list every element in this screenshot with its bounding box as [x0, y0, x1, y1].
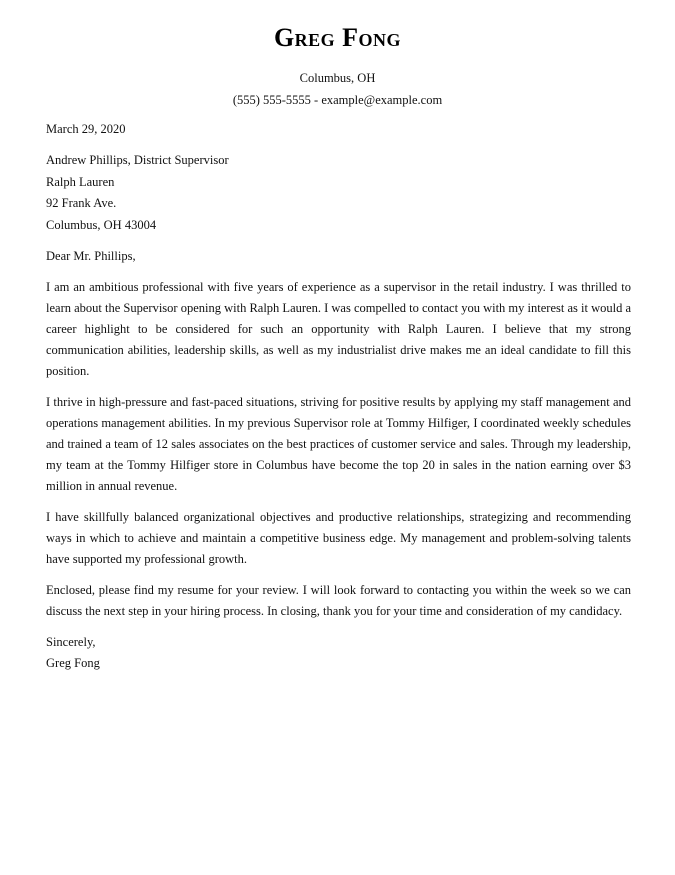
sender-contact-line: (555) 555-5555 - example@example.com — [232, 93, 443, 107]
sender-name: Greg Fong — [273, 23, 402, 52]
body-paragraph: I am an ambitious professional with five years of experience as a supervisor in the retail industry. I was thrilled to learn about the Supervisor opening with Ralph Lauren. I was compelled to contact you with my interest as it would a career highlight to be considered for such an opportunity with Ralph Lauren. I believe that my strong communication abilities, leadership skills, as well as my industrialist drive makes me an ideal candidate to fill this position. — [46, 280, 631, 378]
salutation: Dear Mr. Phillips, — [46, 249, 136, 263]
closing-phrase: Sincerely, — [46, 635, 96, 649]
body-paragraph: Enclosed, please find my resume for your review. I will look forward to contacting you within the week so we can discuss the next step in your hiring process. In closing, thank you for your time and consideration of my candidacy. — [46, 583, 631, 618]
letter-body — [46, 119, 631, 674]
sender-city: Columbus, OH — [299, 71, 376, 85]
closing-block — [46, 632, 631, 674]
recipient-line: 92 Frank Ave. — [46, 196, 117, 210]
recipient-line: Columbus, OH 43004 — [46, 217, 157, 232]
letter-date: March 29, 2020 — [46, 122, 126, 136]
recipient-line: Ralph Lauren — [46, 174, 115, 189]
body-paragraph: I thrive in high-pressure and fast-paced situations, striving for positive results by applying my staff management and operations management abilities. In my previous Supervisor role at Tommy Hilfiger, I coordinated weekly schedules and trained a team of 12 sales associates on the best practices of customer service and sales. Through my leadership, my team at the Tommy Hilfiger store in Columbus have become the top 20 in sales in the nation earning over $3 million in annual revenue. — [46, 395, 631, 493]
body-paragraph: I have skillfully balanced organizational objectives and productive relationships, strategizing and recommending ways in which to achieve and maintain a competitive business edge. My management and problem-solving talents have supported my professional growth. — [46, 510, 631, 566]
recipient-block — [46, 150, 631, 236]
recipient-line: Andrew Phillips, District Supervisor — [46, 153, 229, 167]
signature: Greg Fong — [46, 656, 100, 670]
